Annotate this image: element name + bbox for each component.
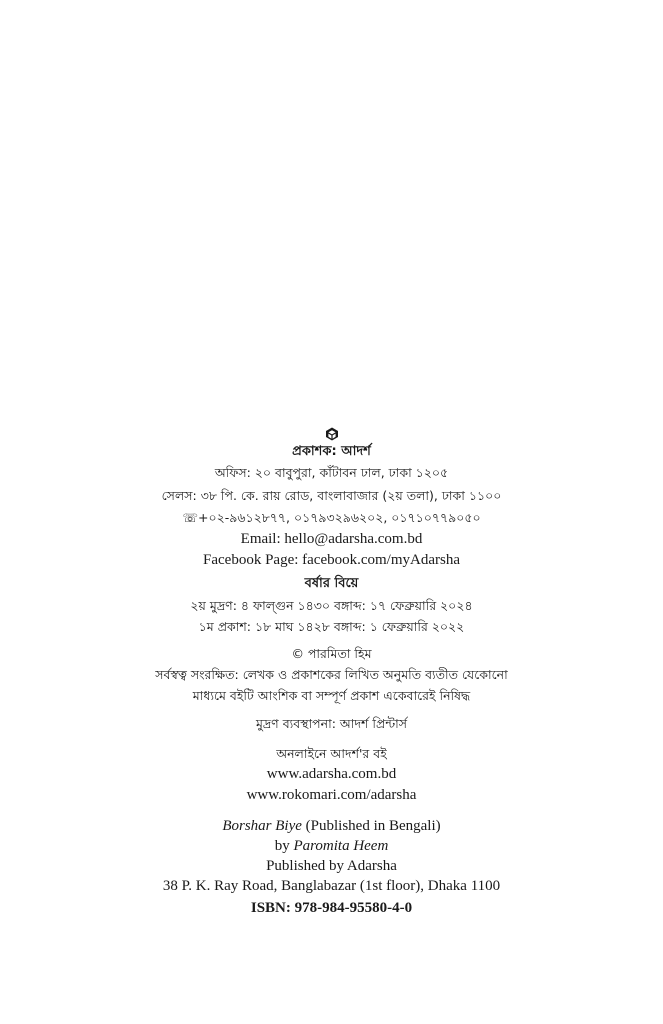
online-books-label: অনলাইনে আদর্শ'র বই xyxy=(276,746,387,761)
printing-management: মুদ্রণ ব্যবস্থাপনা: আদর্শ প্রিন্টার্স xyxy=(255,716,408,731)
adarsha-logo-icon xyxy=(325,427,339,441)
first-print-date: ১ম প্রকাশ: ১৮ মাঘ ১৪২৮ বঙ্গাব্দ: ১ ফেব্রুয়ারি ২০২২ xyxy=(198,619,465,634)
email-line: Email: hello@adarsha.com.bd xyxy=(240,531,423,547)
second-print-date: ২য় মুদ্রণ: ৪ ফাল্গুন ১৪৩০ বঙ্গাব্দ: ১৭ ফেব্রুয়ারি ২০২৪ xyxy=(190,598,473,613)
sales-address: সেলস: ৩৮ পি. কে. রায় রোড, বাংলাবাজার (২য় তলা), ঢাকা ১১০০ xyxy=(161,488,502,503)
english-title-note: (Published in Bengali) xyxy=(301,818,441,834)
english-address: 38 P. K. Ray Road, Banglabazar (1st floor), Dhaka 1100 xyxy=(162,878,501,894)
english-title: Borshar Biye xyxy=(222,818,302,834)
website-adarsha: www.adarsha.com.bd xyxy=(266,766,397,782)
copyright-line: © পারমিতা হিম xyxy=(291,646,372,661)
author-prefix: by xyxy=(274,838,294,854)
book-title-bengali: বর্ষার বিয়ে xyxy=(304,576,359,591)
website-rokomari: www.rokomari.com/adarsha xyxy=(246,787,417,803)
publisher-line: প্রকাশক: আদর্শ xyxy=(292,444,371,459)
isbn-line: ISBN: 978-984-95580-4-0 xyxy=(250,900,413,916)
english-title-line xyxy=(0,819,663,834)
office-address: অফিস: ২০ বাবুপুরা, কাঁটাবন ঢাল, ঢাকা ১২০৫ xyxy=(214,465,449,480)
rights-line-2: মাধ্যমে বইটি আংশিক বা সম্পূর্ণ প্রকাশ একেবারেই নিষিদ্ধ xyxy=(192,688,471,703)
phone-numbers: ☏+০২-৯৬১২৮৭৭, ০১৭৯৩২৯৬২০২, ০১৭১০৭৭৯০৫০ xyxy=(182,510,481,525)
author-name: Paromita Heem xyxy=(293,838,389,854)
published-by: Published by Adarsha xyxy=(266,858,397,874)
facebook-line: Facebook Page: facebook.com/myAdarsha xyxy=(203,552,460,568)
rights-line-1: সর্বস্বত্ব সংরক্ষিত: লেখক ও প্রকাশকের লিখিত অনুমতি ব্যতীত যেকোনো xyxy=(155,667,508,682)
author-line xyxy=(0,839,663,854)
